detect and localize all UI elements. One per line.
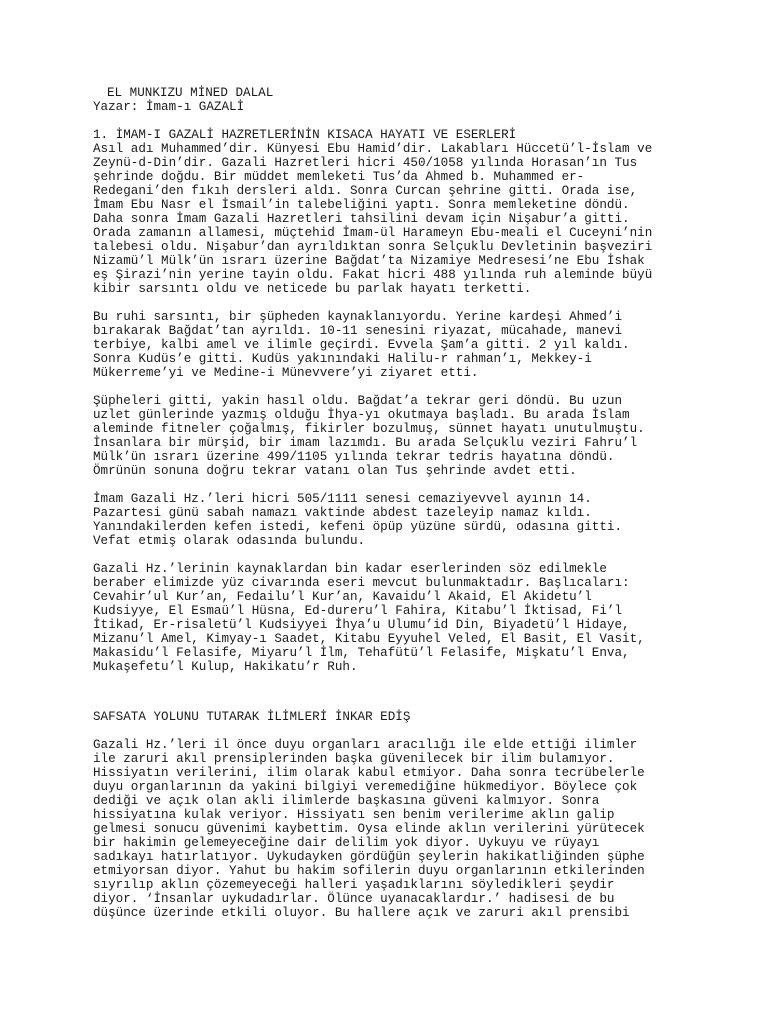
text-line: Ömrünün sonuna doğru tekrar vatanı olan Tus şehrinde avdet etti. <box>93 464 577 478</box>
text-line: duyu organlarının da yakini bilgiyi veremediğine hükmediyor. Böylece çok <box>93 780 638 794</box>
text-line: Mülk’ün ısrarı üzerine 499/1105 yılında tekrar tedris hayatına döndü. <box>93 450 615 464</box>
section-heading: SAFSATA YOLUNU TUTARAK İLİMLERİ İNKAR EDİŞ <box>93 710 411 724</box>
text-line: Nizamü’l Mülk’ün ısrarı üzerine Bağdat’ta Nizamiye Medresesi’ne Ebu İshak <box>93 254 645 268</box>
text-line: diyor. ‘İnsanlar uykudadırlar. Ölünce uyanacaklardır.’ hadisesi de bu <box>93 892 615 906</box>
text-line: İnsanlara bir mürşid, bir imam lazımdı. Bu arada Selçuklu veziri Fahru’l <box>93 436 638 450</box>
text-line: Bu ruhi sarsıntı, bir şüpheden kaynaklanıyordu. Yerine kardeşi Ahmed’i <box>93 310 623 324</box>
text-line: sıyrılıp aklın çözemeyeceği halleri yaşadıklarını söyledikleri şeydir <box>93 878 615 892</box>
text-line: etmiyorsan diyor. Yahut bu hakim sofilerin duyu organlarının etkilerinden <box>93 864 645 878</box>
text-line: Hissiyatın verilerini, ilim olarak kabul etmiyor. Daha sonra tecrübelerle <box>93 766 645 780</box>
text-line: uzlet günlerinde yazmış olduğu İhya-yı okutmaya başladı. Bu arada İslam <box>93 408 630 422</box>
text-line: Mükerreme’yi ve Medine-i Münevvere’yi ziyaret etti. <box>93 366 479 380</box>
text-line: Mukaşefetu’l Kulup, Hakikatu’r Ruh. <box>93 660 358 674</box>
text-line: Cevahir’ul Kur’an, Fedailu’l Kur’an, Kavaidu’l Akaid, El Akidetu’l <box>93 590 592 604</box>
text-line: ile zaruri akıl prensiplerinden başka güvenilecek bir ilim bulamıyor. <box>93 752 615 766</box>
text-line: Pazartesi günü sabah namazı vaktinde abdest tazeleyip namaz kıldı. <box>93 506 592 520</box>
text-line: beraber elimizde yüz civarında eseri mevcut bulunmaktadır. Başlıcaları: <box>93 576 630 590</box>
text-line: sadıkayı hatırlatıyor. Uykudayken gördüğün şeylerin hakikatliğinden şüphe <box>93 850 645 864</box>
text-line: Kudsiyye, El Esmaü’l Hüsna, Ed-dureru’l Fahira, Kitabu’l İktisad, Fi’l <box>93 604 623 618</box>
text-line: Şüpheleri gitti, yakin hasıl oldu. Bağdat’a tekrar geri döndü. Bu uzun <box>93 394 623 408</box>
text-line: düşünce üzerinde etkili oluyor. Bu hallere açık ve zaruri akıl prensibi <box>93 906 630 920</box>
text-line: Orada zamanın allamesi, müçtehid İmam-ül Harameyn Ebu-meali el Cuceyni’nin <box>93 226 653 240</box>
text-line: eş Şirazi’nin yerine tayin oldu. Fakat hicri 488 yılında ruh aleminde büyü <box>93 268 653 282</box>
section-heading: 1. İMAM-I GAZALİ HAZRETLERİNİN KISACA HAYATI VE ESERLERİ <box>93 128 517 142</box>
text-line: Makasidu’l Felasife, Miyaru’l İlm, Tehafütü’l Felasife, Mişkatu’l Enva, <box>93 646 630 660</box>
text-line: dediği ve açık olan akli ilimlerde başkasına güveni kalmıyor. Sonra <box>93 794 600 808</box>
text-line: Daha sonra İmam Gazali Hazretleri tahsilini devam için Nişabur’a gitti. <box>93 212 630 226</box>
text-line: aleminde fitneler çoğalmış, fikirler bozulmuş, sünnet hayatı unutulmuştu. <box>93 422 645 436</box>
text-line: Gazali Hz.’leri il önce duyu organları aracılığı ile elde ettiği ilimler <box>93 738 638 752</box>
text-line: bırakarak Bağdat’tan ayrıldı. 10-11 senesini riyazat, mücahade, manevi <box>93 324 623 338</box>
text-line: Mizanu’l Amel, Kimyay-ı Saadet, Kitabu Eyyuhel Veled, El Basit, El Vasit, <box>93 632 645 646</box>
document-title: EL MUNKIZU MİNED DALAL <box>107 86 274 100</box>
text-line: Gazali Hz.’lerinin kaynaklardan bin kadar eserlerinden söz edilmekle <box>93 562 607 576</box>
text-line: bir hakimin gelemeyeceğine dair delilim yok diyor. Uykuyu ve rüyayı <box>93 836 600 850</box>
text-line: İmam Gazali Hz.’leri hicri 505/1111 senesi cemaziyevvel ayının 14. <box>93 492 592 506</box>
text-line: talebesi oldu. Nişabur’dan ayrıldıktan sonra Selçuklu Devletinin başveziri <box>93 240 653 254</box>
author-line: Yazar: İmam-ı GAZALİ <box>93 100 245 114</box>
text-line: hissiyatına kulak veriyor. Hissiyatı sen benim verilerime aklın galip <box>93 808 615 822</box>
text-line: Zeynü-d-Din’dir. Gazali Hazretleri hicri 450/1058 yılında Horasan’ın Tus <box>93 156 638 170</box>
text-line: terbiye, kalbi amel ve ilimle geçirdi. Evvela Şam’a gitti. 2 yıl kaldı. <box>93 338 630 352</box>
text-line: Redegani’den fıkıh dersleri aldı. Sonra Curcan şehrine gitti. Orada ise, <box>93 184 638 198</box>
text-line: Yanındakilerden kefen istedi, kefeni öpüp yüzüne sürdü, odasına gitti. <box>93 520 623 534</box>
text-line: gelmesi sonucu güvenimi kaybettim. Oysa elinde aklın verilerini yürütecek <box>93 822 645 836</box>
text-line: İmam Ebu Nasr el İsmail’in talebeliğini yaptı. Sonra memleketine döndü. <box>93 198 630 212</box>
text-line: şehrinde doğdu. Bir müddet memleketi Tus’da Ahmed b. Muhammed er- <box>93 170 585 184</box>
text-line: Sonra Kudüs’e gitti. Kudüs yakınındaki Halilu-r rahman’ı, Mekkey-i <box>93 352 592 366</box>
text-line: kibir sarsıntı oldu ve neticede bu parlak hayatı terketti. <box>93 282 532 296</box>
text-line: Vefat etmiş olarak odasında bulundu. <box>93 534 366 548</box>
text-line: Asıl adı Muhammed’dir. Künyesi Ebu Hamid’dir. Lakabları Hüccetü’l-İslam ve <box>93 142 653 156</box>
text-line: İtikad, Er-risaletü’l Kudsiyyei İhya’u Ulumu’id Din, Biyadetü’l Hidaye, <box>93 618 630 632</box>
